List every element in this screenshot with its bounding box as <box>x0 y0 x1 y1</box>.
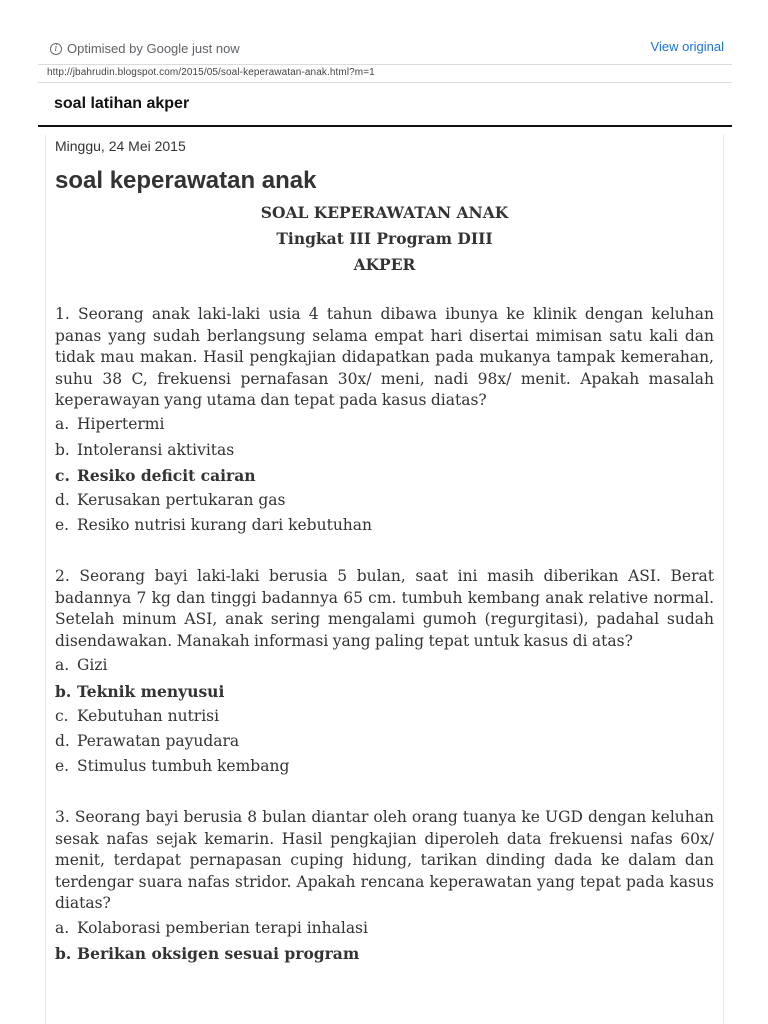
answer-option <box>55 440 714 461</box>
answer-option <box>55 731 714 752</box>
optimised-notice-text: Optimised by Google just now <box>67 41 240 56</box>
question-text: 1. Seorang anak laki-laki usia 4 tahun dibawa ibunya ke klinik dengan keluhan panas yang sudah berlangsung selama empat hari disertai mimisan satu kali dan tidak mau makan. Hasil pengkajian didapatkan pada mukanya tampak kemerahan, suhu 38 C, frekuensi pernafasan 30x/ meni, nadi 98x/ menit. Apakah masalah keperawayan yang utama dan tepat pada kasus diatas? <box>55 305 714 409</box>
divider <box>38 82 732 83</box>
option-letter: e. <box>55 516 70 534</box>
option-letter: a. <box>55 656 70 674</box>
option-text: Berikan oksigen sesuai program <box>77 944 360 963</box>
option-text: Resiko nutrisi kurang dari kebutuhan <box>77 516 373 534</box>
question-text: 3. Seorang bayi berusia 8 bulan diantar oleh orang tuanya ke UGD dengan keluhan sesak nafas sejak kemarin. Hasil pengkajian diperoleh data frekuensi nafas 60x/ menit, terdapat pernapasan cuping hidung, tarikan dinding dada ke dalam dan terdengar suara nafas stridor. Apakah rencana keperawatan yang tepat pada kasus diatas? <box>55 808 714 912</box>
option-text: Kebutuhan nutrisi <box>77 707 220 725</box>
option-letter: d. <box>55 732 70 750</box>
answer-option-correct <box>55 681 714 702</box>
option-letter: d. <box>55 491 70 509</box>
divider <box>38 64 732 65</box>
option-letter: a. <box>55 919 70 937</box>
option-text: Intoleransi aktivitas <box>77 441 235 459</box>
answer-option <box>55 490 714 511</box>
info-icon: i <box>50 43 62 55</box>
answer-option-correct <box>55 943 714 964</box>
option-text: Gizi <box>77 656 108 674</box>
view-original-link[interactable]: View original <box>650 39 724 54</box>
header-divider <box>38 125 732 127</box>
option-text: Resiko deficit cairan <box>77 466 256 485</box>
option-letter: a. <box>55 415 70 433</box>
heading-line: SOAL KEPERAWATAN ANAK <box>260 203 509 222</box>
heading-line: AKPER <box>353 255 416 274</box>
option-text: Kerusakan pertukaran gas <box>77 491 286 509</box>
option-letter: e. <box>55 757 70 775</box>
answer-option-correct <box>55 465 714 486</box>
option-text: Perawatan payudara <box>77 732 240 750</box>
option-text: Teknik menyusui <box>77 682 225 701</box>
optimised-notice <box>50 41 240 56</box>
answer-option <box>55 515 714 536</box>
option-text: Hipertermi <box>77 415 165 433</box>
option-letter: b. <box>55 682 72 701</box>
option-letter: b. <box>55 944 72 963</box>
option-text: Kolaborasi pemberian terapi inhalasi <box>77 919 368 937</box>
answer-option <box>55 655 714 676</box>
answer-option <box>55 756 714 777</box>
option-letter: c. <box>55 466 70 485</box>
answer-option <box>55 918 714 939</box>
option-letter: b. <box>55 441 70 459</box>
option-text: Stimulus tumbuh kembang <box>77 757 290 775</box>
heading-line: Tingkat III Program DIII <box>276 229 493 248</box>
question-text: 2. Seorang bayi laki-laki berusia 5 bulan, saat ini masih diberikan ASI. Berat badannya 7 kg dan tinggi badannya 65 cm. tumbuh kembang anak relative normal. Setelah minum ASI, anak sering mengalami gumoh (regurgitasi), padahal sudah disendawakan. Manakah informasi yang paling tepat untuk kasus di atas? <box>55 567 714 650</box>
post-title: soal keperawatan anak <box>55 167 317 194</box>
option-letter: c. <box>55 707 69 725</box>
post-date: Minggu, 24 Mei 2015 <box>55 138 186 154</box>
answer-option <box>55 414 714 435</box>
blog-title[interactable]: soal latihan akper <box>54 95 190 112</box>
page-url[interactable]: http://jbahrudin.blogspot.com/2015/05/soal-keperawatan-anak.html?m=1 <box>47 67 375 78</box>
answer-option <box>55 706 714 727</box>
optimised-bar <box>0 0 768 64</box>
